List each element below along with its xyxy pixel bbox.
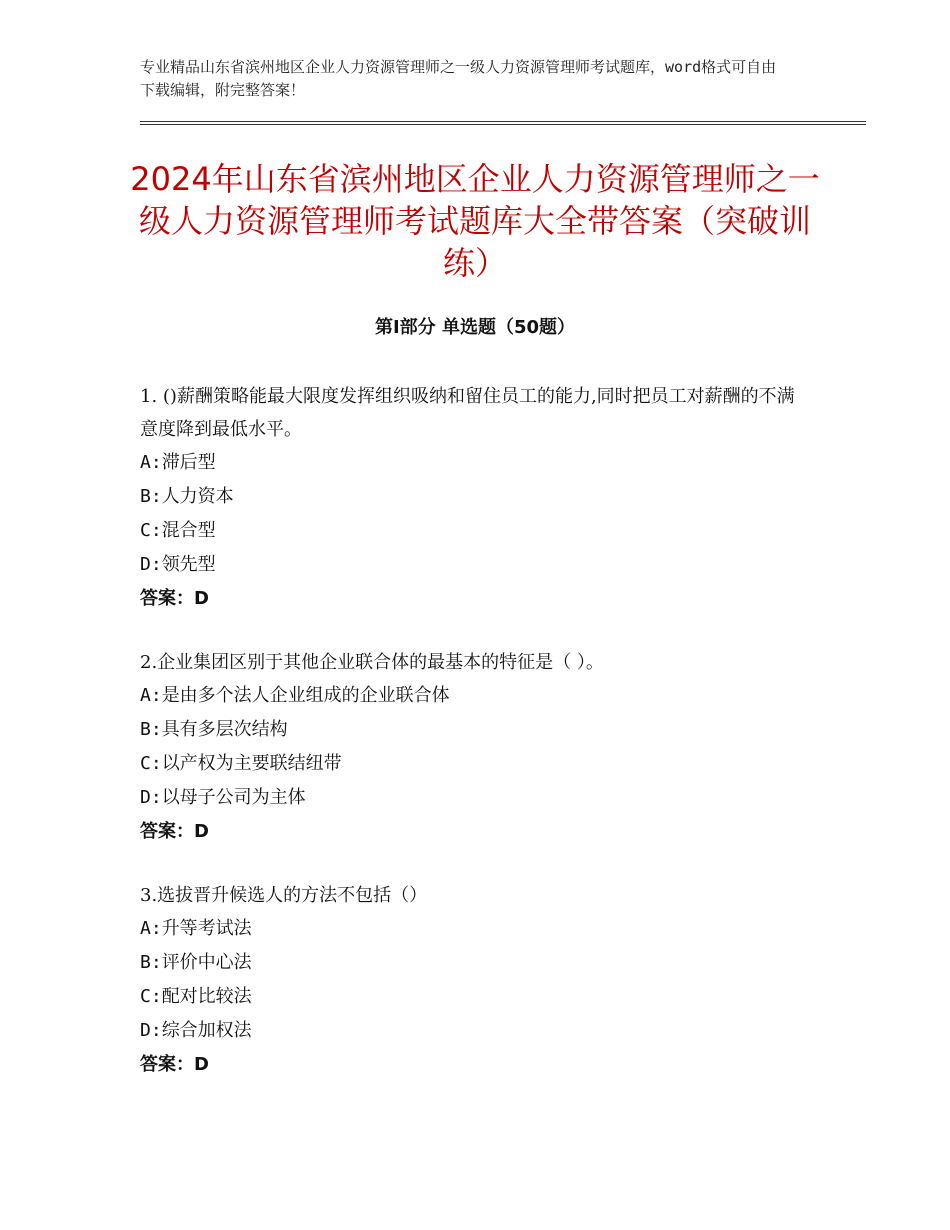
option-letter: A: <box>140 685 162 706</box>
option-letter: A: <box>140 452 162 473</box>
answer-line: 答案：D <box>140 1054 209 1075</box>
option-text: 混合型 <box>161 520 216 541</box>
question-2 <box>140 646 810 849</box>
option-text: 配对比较法 <box>161 986 252 1007</box>
option-letter: D: <box>140 787 162 808</box>
option-d <box>140 1014 810 1048</box>
option-text: 评价中心法 <box>161 952 252 973</box>
answer-line: 答案：D <box>140 588 209 609</box>
option-letter: B: <box>140 952 162 973</box>
option-b <box>140 480 810 514</box>
option-a <box>140 912 810 946</box>
option-a <box>140 679 810 713</box>
option-letter: C: <box>140 520 162 541</box>
option-text: 以母子公司为主体 <box>161 787 306 808</box>
option-c <box>140 980 810 1014</box>
option-b <box>140 946 810 980</box>
option-letter: C: <box>140 753 162 774</box>
option-letter: A: <box>140 918 162 939</box>
option-c <box>140 514 810 548</box>
option-text: 人力资本 <box>161 486 234 507</box>
option-text: 滞后型 <box>161 452 216 473</box>
option-letter: D: <box>140 554 162 575</box>
option-text: 综合加权法 <box>161 1020 252 1041</box>
question-1 <box>140 380 810 616</box>
header-note: 专业精品山东省滨州地区企业人力资源管理师之一级人力资源管理师考试题库，word格式可自由下载编辑，附完整答案！ <box>140 58 777 99</box>
document-title: 2024年山东省滨州地区企业人力资源管理师之一级人力资源管理师考试题库大全带答案（突破训练） <box>130 160 820 282</box>
question-3 <box>140 879 810 1082</box>
option-letter: D: <box>140 1020 162 1041</box>
section-heading: 第Ⅰ部分 单选题（50题） <box>374 317 575 338</box>
option-d <box>140 548 810 582</box>
option-text: 具有多层次结构 <box>161 719 288 740</box>
question-list <box>140 380 810 1112</box>
option-text: 升等考试法 <box>161 918 252 939</box>
option-text: 以产权为主要联结纽带 <box>161 753 342 774</box>
header-divider <box>140 121 866 125</box>
option-text: 是由多个法人企业组成的企业联合体 <box>161 685 450 706</box>
option-letter: B: <box>140 486 162 507</box>
question-stem: 1. ()薪酬策略能最大限度发挥组织吸纳和留住员工的能力,同时把员工对薪酬的不满意度降到最低水平。 <box>140 386 795 440</box>
option-b <box>140 713 810 747</box>
question-stem: 3.选拔晋升候选人的方法不包括（） <box>140 885 428 906</box>
option-d <box>140 781 810 815</box>
answer-line: 答案：D <box>140 821 209 842</box>
option-c <box>140 747 810 781</box>
option-letter: B: <box>140 719 162 740</box>
option-a <box>140 446 810 480</box>
option-letter: C: <box>140 986 162 1007</box>
option-text: 领先型 <box>161 554 216 575</box>
question-stem: 2.企业集团区别于其他企业联合体的最基本的特征是（ ）。 <box>140 652 604 673</box>
